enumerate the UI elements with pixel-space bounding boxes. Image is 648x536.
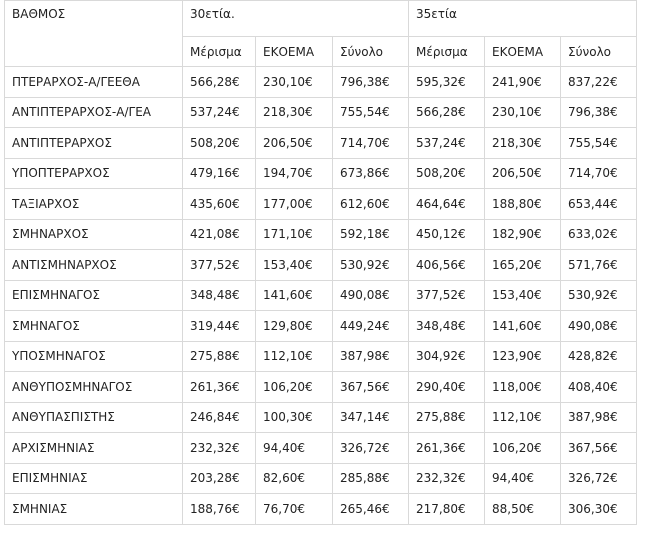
cell-ekoema-30: 112,10€ bbox=[256, 341, 333, 372]
cell-total-30: 367,56€ bbox=[333, 372, 409, 403]
cell-ekoema-30: 141,60€ bbox=[256, 280, 333, 311]
cell-ekoema-35: 188,80€ bbox=[485, 189, 561, 220]
cell-ekoema-30: 129,80€ bbox=[256, 311, 333, 342]
cell-rank: ΑΝΘΥΠΟΣΜΗΝΑΓΟΣ bbox=[5, 372, 183, 403]
cell-total-35: 837,22€ bbox=[561, 67, 637, 98]
cell-ekoema-30: 218,30€ bbox=[256, 97, 333, 128]
cell-ekoema-35: 141,60€ bbox=[485, 311, 561, 342]
cell-dividend-30: 377,52€ bbox=[183, 250, 256, 281]
cell-total-30: 673,86€ bbox=[333, 158, 409, 189]
cell-total-35: 571,76€ bbox=[561, 250, 637, 281]
cell-total-35: 326,72€ bbox=[561, 463, 637, 494]
cell-total-35: 530,92€ bbox=[561, 280, 637, 311]
cell-dividend-35: 566,28€ bbox=[409, 97, 485, 128]
table-row bbox=[5, 494, 637, 525]
cell-dividend-30: 479,16€ bbox=[183, 158, 256, 189]
cell-total-35: 387,98€ bbox=[561, 402, 637, 433]
table-row bbox=[5, 219, 637, 250]
cell-rank: ΑΝΘΥΠΑΣΠΙΣΤΗΣ bbox=[5, 402, 183, 433]
cell-ekoema-35: 106,20€ bbox=[485, 433, 561, 464]
cell-total-30: 530,92€ bbox=[333, 250, 409, 281]
cell-ekoema-30: 153,40€ bbox=[256, 250, 333, 281]
cell-ekoema-35: 230,10€ bbox=[485, 97, 561, 128]
cell-total-30: 755,54€ bbox=[333, 97, 409, 128]
cell-ekoema-30: 194,70€ bbox=[256, 158, 333, 189]
cell-dividend-30: 566,28€ bbox=[183, 67, 256, 98]
cell-dividend-35: 232,32€ bbox=[409, 463, 485, 494]
cell-rank: ΑΝΤΙΠΤΕΡΑΡΧΟΣ bbox=[5, 128, 183, 159]
table-row bbox=[5, 463, 637, 494]
cell-ekoema-35: 94,40€ bbox=[485, 463, 561, 494]
cell-dividend-30: 537,24€ bbox=[183, 97, 256, 128]
cell-ekoema-30: 100,30€ bbox=[256, 402, 333, 433]
cell-ekoema-35: 88,50€ bbox=[485, 494, 561, 525]
cell-total-35: 306,30€ bbox=[561, 494, 637, 525]
table-row bbox=[5, 372, 637, 403]
cell-total-35: 428,82€ bbox=[561, 341, 637, 372]
cell-dividend-35: 275,88€ bbox=[409, 402, 485, 433]
cell-total-35: 633,02€ bbox=[561, 219, 637, 250]
cell-dividend-30: 421,08€ bbox=[183, 219, 256, 250]
sub-header-total-30: Σύνολο bbox=[333, 37, 409, 67]
cell-dividend-30: 275,88€ bbox=[183, 341, 256, 372]
cell-dividend-30: 246,84€ bbox=[183, 402, 256, 433]
sub-header-ekoema-35: ΕΚΟΕΜΑ bbox=[485, 37, 561, 67]
sub-header-dividend-35: Μέρισμα bbox=[409, 37, 485, 67]
cell-ekoema-30: 171,10€ bbox=[256, 219, 333, 250]
cell-dividend-30: 348,48€ bbox=[183, 280, 256, 311]
cell-dividend-35: 348,48€ bbox=[409, 311, 485, 342]
cell-dividend-30: 319,44€ bbox=[183, 311, 256, 342]
cell-dividend-35: 537,24€ bbox=[409, 128, 485, 159]
cell-ekoema-35: 165,20€ bbox=[485, 250, 561, 281]
cell-ekoema-35: 218,30€ bbox=[485, 128, 561, 159]
cell-ekoema-35: 123,90€ bbox=[485, 341, 561, 372]
table-row bbox=[5, 189, 637, 220]
cell-rank: ΣΜΗΝΑΓΟΣ bbox=[5, 311, 183, 342]
cell-dividend-35: 217,80€ bbox=[409, 494, 485, 525]
cell-ekoema-35: 112,10€ bbox=[485, 402, 561, 433]
cell-total-35: 714,70€ bbox=[561, 158, 637, 189]
table-row bbox=[5, 433, 637, 464]
cell-rank: ΑΝΤΙΠΤΕΡΑΡΧΟΣ-Α/ΓΕΑ bbox=[5, 97, 183, 128]
cell-rank: ΕΠΙΣΜΗΝΑΓΟΣ bbox=[5, 280, 183, 311]
table-row bbox=[5, 311, 637, 342]
table-row bbox=[5, 67, 637, 98]
cell-rank: ΑΡΧΙΣΜΗΝΙΑΣ bbox=[5, 433, 183, 464]
cell-dividend-30: 188,76€ bbox=[183, 494, 256, 525]
cell-ekoema-30: 76,70€ bbox=[256, 494, 333, 525]
group-header-row bbox=[5, 1, 637, 37]
cell-total-30: 347,14€ bbox=[333, 402, 409, 433]
cell-rank: ΣΜΗΝΙΑΣ bbox=[5, 494, 183, 525]
cell-dividend-35: 406,56€ bbox=[409, 250, 485, 281]
cell-rank: ΠΤΕΡΑΡΧΟΣ-Α/ΓΕΕΘΑ bbox=[5, 67, 183, 98]
cell-rank: ΥΠΟΣΜΗΝΑΓΟΣ bbox=[5, 341, 183, 372]
cell-total-35: 796,38€ bbox=[561, 97, 637, 128]
cell-dividend-35: 595,32€ bbox=[409, 67, 485, 98]
cell-rank: ΑΝΤΙΣΜΗΝΑΡΧΟΣ bbox=[5, 250, 183, 281]
cell-dividend-35: 377,52€ bbox=[409, 280, 485, 311]
cell-dividend-35: 261,36€ bbox=[409, 433, 485, 464]
group-header-35-years: 35ετία bbox=[409, 1, 637, 37]
table-row bbox=[5, 341, 637, 372]
cell-dividend-30: 203,28€ bbox=[183, 463, 256, 494]
cell-ekoema-30: 94,40€ bbox=[256, 433, 333, 464]
cell-total-35: 755,54€ bbox=[561, 128, 637, 159]
pay-table-body bbox=[5, 1, 637, 525]
cell-total-35: 653,44€ bbox=[561, 189, 637, 220]
table-row bbox=[5, 280, 637, 311]
cell-ekoema-30: 177,00€ bbox=[256, 189, 333, 220]
cell-ekoema-30: 206,50€ bbox=[256, 128, 333, 159]
cell-rank: ΕΠΙΣΜΗΝΙΑΣ bbox=[5, 463, 183, 494]
cell-total-30: 714,70€ bbox=[333, 128, 409, 159]
cell-rank: ΥΠΟΠΤΕΡΑΡΧΟΣ bbox=[5, 158, 183, 189]
cell-total-35: 408,40€ bbox=[561, 372, 637, 403]
cell-rank: ΤΑΞΙΑΡΧΟΣ bbox=[5, 189, 183, 220]
cell-dividend-30: 261,36€ bbox=[183, 372, 256, 403]
cell-total-30: 592,18€ bbox=[333, 219, 409, 250]
group-header-30-years: 30ετία. bbox=[183, 1, 409, 37]
cell-ekoema-35: 182,90€ bbox=[485, 219, 561, 250]
cell-total-30: 326,72€ bbox=[333, 433, 409, 464]
cell-dividend-35: 290,40€ bbox=[409, 372, 485, 403]
pay-table bbox=[4, 0, 637, 525]
cell-total-30: 449,24€ bbox=[333, 311, 409, 342]
cell-dividend-35: 304,92€ bbox=[409, 341, 485, 372]
table-row bbox=[5, 402, 637, 433]
cell-ekoema-35: 206,50€ bbox=[485, 158, 561, 189]
cell-rank: ΣΜΗΝΑΡΧΟΣ bbox=[5, 219, 183, 250]
cell-total-35: 367,56€ bbox=[561, 433, 637, 464]
cell-total-35: 490,08€ bbox=[561, 311, 637, 342]
cell-total-30: 612,60€ bbox=[333, 189, 409, 220]
cell-ekoema-35: 118,00€ bbox=[485, 372, 561, 403]
sub-header-dividend-30: Μέρισμα bbox=[183, 37, 256, 67]
cell-dividend-35: 464,64€ bbox=[409, 189, 485, 220]
cell-total-30: 285,88€ bbox=[333, 463, 409, 494]
cell-total-30: 265,46€ bbox=[333, 494, 409, 525]
cell-total-30: 490,08€ bbox=[333, 280, 409, 311]
cell-dividend-30: 435,60€ bbox=[183, 189, 256, 220]
table-row bbox=[5, 158, 637, 189]
sub-header-total-35: Σύνολο bbox=[561, 37, 637, 67]
cell-dividend-30: 508,20€ bbox=[183, 128, 256, 159]
sub-header-ekoema-30: ΕΚΟΕΜΑ bbox=[256, 37, 333, 67]
cell-dividend-30: 232,32€ bbox=[183, 433, 256, 464]
table-row bbox=[5, 128, 637, 159]
cell-ekoema-30: 82,60€ bbox=[256, 463, 333, 494]
table-row bbox=[5, 250, 637, 281]
cell-ekoema-35: 241,90€ bbox=[485, 67, 561, 98]
cell-dividend-35: 450,12€ bbox=[409, 219, 485, 250]
cell-total-30: 796,38€ bbox=[333, 67, 409, 98]
cell-ekoema-30: 106,20€ bbox=[256, 372, 333, 403]
cell-ekoema-35: 153,40€ bbox=[485, 280, 561, 311]
cell-total-30: 387,98€ bbox=[333, 341, 409, 372]
cell-dividend-35: 508,20€ bbox=[409, 158, 485, 189]
rank-column-header: ΒΑΘΜΟΣ bbox=[5, 1, 183, 67]
cell-ekoema-30: 230,10€ bbox=[256, 67, 333, 98]
table-row bbox=[5, 97, 637, 128]
